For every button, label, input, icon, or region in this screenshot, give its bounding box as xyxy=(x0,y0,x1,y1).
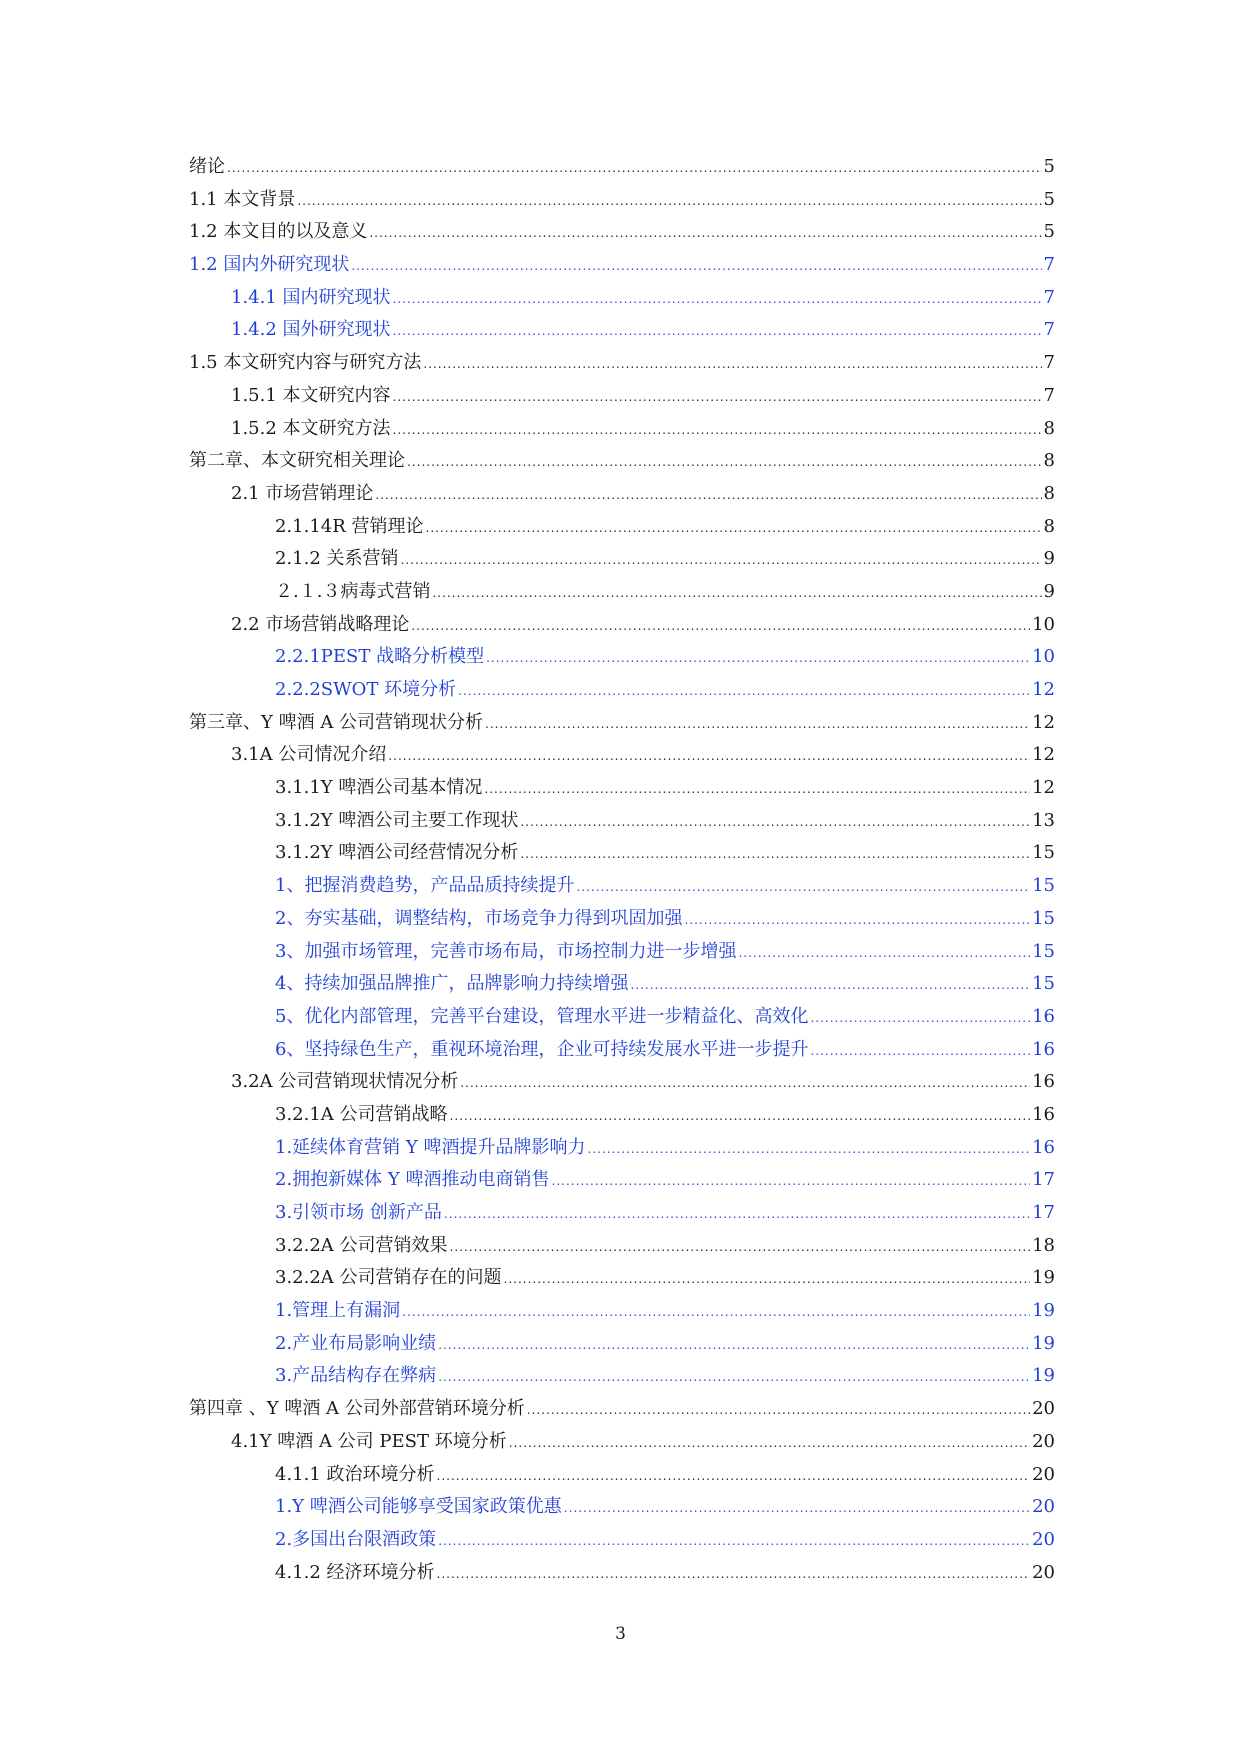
toc-entry[interactable] xyxy=(189,1132,1055,1165)
toc-entry-page: 12 xyxy=(1032,711,1055,733)
toc-entry[interactable] xyxy=(189,641,1055,674)
toc-entry-title: 3.1.1Y 啤酒公司基本情况 xyxy=(275,777,483,799)
toc-entry[interactable] xyxy=(189,1426,1055,1459)
toc-entry-page: 20 xyxy=(1032,1430,1055,1452)
toc-entry[interactable] xyxy=(189,511,1055,544)
toc-entry-page: 7 xyxy=(1043,254,1055,276)
toc-entry-title: 2.多国出台限酒政策 xyxy=(275,1528,437,1550)
toc-entry-page: 16 xyxy=(1032,1136,1055,1158)
toc-entry[interactable] xyxy=(189,674,1055,707)
toc-leader-dots xyxy=(375,479,1041,512)
toc-entry[interactable] xyxy=(189,1001,1055,1034)
toc-leader-dots xyxy=(520,838,1030,871)
toc-entry[interactable] xyxy=(189,1393,1055,1426)
toc-leader-dots xyxy=(527,1394,1030,1427)
toc-entry[interactable] xyxy=(189,1034,1055,1067)
page-number: 3 xyxy=(615,1624,626,1644)
toc-entry-title: 3.引领市场 创新产品 xyxy=(275,1202,442,1223)
toc-leader-dots xyxy=(351,250,1041,283)
toc-entry-title: 3.1.2Y 啤酒公司主要工作现状 xyxy=(275,809,519,831)
toc-entry-page: 18 xyxy=(1032,1234,1055,1256)
toc-entry[interactable] xyxy=(189,1230,1055,1263)
toc-entry[interactable] xyxy=(189,1557,1055,1590)
toc-leader-dots xyxy=(576,871,1030,904)
toc-entry-page: 8 xyxy=(1043,515,1055,537)
toc-leader-dots xyxy=(393,283,1042,316)
toc-leader-dots xyxy=(393,414,1042,447)
toc-leader-dots xyxy=(401,544,1042,577)
toc-entry-page: 19 xyxy=(1032,1332,1055,1354)
toc-leader-dots xyxy=(458,675,1030,708)
toc-entry-page: 17 xyxy=(1032,1202,1055,1223)
toc-entry-title: ２.１.３病毒式营销 xyxy=(275,580,431,602)
toc-entry-page: 16 xyxy=(1032,1005,1055,1027)
toc-leader-dots xyxy=(369,217,1041,250)
toc-entry[interactable] xyxy=(189,870,1055,903)
toc-entry-page: 20 xyxy=(1032,1496,1055,1518)
toc-entry[interactable] xyxy=(189,413,1055,446)
toc-entry-page: 7 xyxy=(1043,286,1055,308)
toc-entry-title: 3.产品结构存在弊病 xyxy=(275,1365,437,1387)
toc-entry-title: 1.1 本文背景 xyxy=(189,188,296,210)
toc-entry-page: 8 xyxy=(1043,450,1055,472)
toc-entry-title: 2.1.14R 营销理论 xyxy=(275,515,424,537)
toc-entry-page: 19 xyxy=(1032,1365,1055,1387)
toc-entry-page: 19 xyxy=(1032,1300,1055,1322)
toc-entry-page: 15 xyxy=(1032,842,1055,864)
toc-entry-page: 7 xyxy=(1043,352,1055,374)
toc-leader-dots xyxy=(438,1361,1030,1394)
toc-entry-page: 5 xyxy=(1043,188,1055,210)
toc-entry-title: 2.1.2 关系营销 xyxy=(275,548,399,570)
toc-entry-title: 1.2 国内外研究现状 xyxy=(189,254,350,276)
toc-entry[interactable] xyxy=(189,478,1055,511)
toc-entry[interactable] xyxy=(189,1295,1055,1328)
toc-leader-dots xyxy=(444,1198,1030,1231)
toc-entry[interactable] xyxy=(189,576,1055,609)
toc-leader-dots xyxy=(402,1296,1030,1329)
toc-entry-page: 17 xyxy=(1032,1169,1055,1191)
toc-entry-title: 1.Y 啤酒公司能够享受国家政策优惠 xyxy=(275,1496,562,1518)
toc-entry-title: 3.2.1A 公司营销战略 xyxy=(275,1103,448,1125)
toc-entry-title: 2.1 市场营销理论 xyxy=(231,482,374,504)
toc-entry-title: 1.4.2 国外研究现状 xyxy=(231,319,391,341)
toc-entry[interactable] xyxy=(189,1491,1055,1524)
toc-entry-page: 16 xyxy=(1032,1038,1055,1060)
toc-leader-dots xyxy=(423,348,1041,381)
toc-entry-page: 19 xyxy=(1032,1267,1055,1289)
toc-entry-title: 第二章、本文研究相关理论 xyxy=(189,450,405,472)
toc-entry-title: 3.2.2A 公司营销存在的问题 xyxy=(275,1267,502,1289)
toc-leader-dots xyxy=(810,1002,1030,1035)
toc-entry[interactable] xyxy=(189,609,1055,642)
toc-entry-page: 9 xyxy=(1043,548,1055,570)
toc-leader-dots xyxy=(432,577,1041,610)
toc-entry[interactable] xyxy=(189,1197,1055,1230)
toc-entry[interactable] xyxy=(189,347,1055,380)
toc-entry-title: 2.2.1PEST 战略分析模型 xyxy=(275,646,485,668)
toc-entry-title: 1.2 本文目的以及意义 xyxy=(189,221,368,243)
toc-entry-title: 绪论 xyxy=(189,156,225,177)
toc-entry[interactable] xyxy=(189,1459,1055,1492)
toc-entry-page: 15 xyxy=(1032,940,1055,962)
toc-entry[interactable] xyxy=(189,249,1055,282)
toc-entry-title: 1.管理上有漏洞 xyxy=(275,1300,401,1322)
toc-entry-page: 15 xyxy=(1032,875,1055,897)
toc-entry[interactable] xyxy=(189,543,1055,576)
toc-leader-dots xyxy=(388,740,1030,773)
toc-entry[interactable] xyxy=(189,1328,1055,1361)
toc-leader-dots xyxy=(552,1165,1031,1198)
toc-entry-page: 9 xyxy=(1043,580,1055,602)
toc-leader-dots xyxy=(297,185,1041,218)
toc-leader-dots xyxy=(438,1329,1030,1362)
toc-entry[interactable] xyxy=(189,805,1055,838)
toc-leader-dots xyxy=(437,1558,1031,1591)
table-of-contents xyxy=(189,151,1055,1589)
toc-entry[interactable] xyxy=(189,968,1055,1001)
toc-entry[interactable] xyxy=(189,707,1055,740)
toc-leader-dots xyxy=(438,1525,1030,1558)
toc-entry-title: 1.延续体育营销 Y 啤酒提升品牌影响力 xyxy=(275,1136,586,1158)
toc-entry[interactable] xyxy=(189,1524,1055,1557)
toc-entry-page: 10 xyxy=(1032,613,1055,635)
toc-entry-page: 13 xyxy=(1032,809,1055,831)
toc-entry-page: 7 xyxy=(1043,319,1055,341)
toc-entry[interactable] xyxy=(189,903,1055,936)
toc-entry-title: 4、持续加强品牌推广，品牌影响力持续增强 xyxy=(275,973,629,995)
toc-entry[interactable] xyxy=(189,1066,1055,1099)
toc-entry-title: 5、优化内部管理，完善平台建设，管理水平进一步精益化、高效化 xyxy=(275,1005,809,1027)
toc-entry-title: 1.5.2 本文研究方法 xyxy=(231,417,391,439)
toc-leader-dots xyxy=(504,1263,1031,1296)
toc-entry[interactable] xyxy=(189,282,1055,315)
toc-leader-dots xyxy=(460,1067,1030,1100)
toc-entry[interactable] xyxy=(189,837,1055,870)
toc-leader-dots xyxy=(450,1100,1031,1133)
toc-entry-title: 3.1.2Y 啤酒公司经营情况分析 xyxy=(275,842,519,864)
toc-entry-title: 1.5 本文研究内容与研究方法 xyxy=(189,352,422,374)
toc-entry-title: 第三章、Y 啤酒 A 公司营销现状分析 xyxy=(189,711,484,733)
toc-leader-dots xyxy=(485,708,1030,741)
toc-entry[interactable] xyxy=(189,739,1055,772)
toc-entry-page: 12 xyxy=(1032,744,1055,766)
toc-entry-title: 2、夯实基础，调整结构，市场竞争力得到巩固加强 xyxy=(275,907,683,929)
toc-entry-title: 3.2.2A 公司营销效果 xyxy=(275,1234,448,1256)
toc-leader-dots xyxy=(810,1035,1030,1068)
toc-entry[interactable] xyxy=(189,1360,1055,1393)
toc-leader-dots xyxy=(484,773,1030,806)
toc-entry-page: 8 xyxy=(1043,417,1055,439)
toc-leader-dots xyxy=(738,937,1030,970)
toc-entry-title: 4.1.2 经济环境分析 xyxy=(275,1561,435,1583)
toc-leader-dots xyxy=(426,512,1042,545)
toc-leader-dots xyxy=(588,1133,1031,1166)
toc-entry-page: 8 xyxy=(1043,482,1055,504)
toc-leader-dots xyxy=(630,969,1030,1002)
toc-entry-title: 1、把握消费趋势，产品品质持续提升 xyxy=(275,875,575,897)
toc-entry[interactable] xyxy=(189,1262,1055,1295)
toc-leader-dots xyxy=(227,152,1042,185)
toc-entry-page: 16 xyxy=(1032,1103,1055,1125)
toc-entry-title: 2.2.2SWOT 环境分析 xyxy=(275,679,457,700)
toc-entry-title: 6、坚持绿色生产，重视环境治理，企业可持续发展水平进一步提升 xyxy=(275,1038,809,1060)
toc-leader-dots xyxy=(684,904,1030,937)
toc-entry-page: 20 xyxy=(1032,1463,1055,1485)
toc-leader-dots xyxy=(407,446,1042,479)
toc-leader-dots xyxy=(393,381,1042,414)
toc-entry-page: 12 xyxy=(1032,777,1055,799)
toc-entry[interactable] xyxy=(189,772,1055,805)
toc-leader-dots xyxy=(486,642,1030,675)
toc-entry-page: 5 xyxy=(1043,156,1055,177)
toc-entry[interactable] xyxy=(189,314,1055,347)
toc-entry-title: 2.2 市场营销战略理论 xyxy=(231,613,410,635)
toc-entry-title: 4.1Y 啤酒 A 公司 PEST 环境分析 xyxy=(231,1430,507,1452)
toc-entry-title: 3、加强市场管理，完善市场布局，市场控制力进一步增强 xyxy=(275,940,737,962)
toc-leader-dots xyxy=(509,1427,1030,1460)
toc-entry-title: 2.拥抱新媒体 Y 啤酒推动电商销售 xyxy=(275,1169,550,1191)
toc-entry-page: 20 xyxy=(1032,1398,1055,1420)
toc-entry[interactable] xyxy=(189,151,1055,184)
toc-entry[interactable] xyxy=(189,936,1055,969)
toc-leader-dots xyxy=(437,1460,1031,1493)
toc-entry-title: 1.4.1 国内研究现状 xyxy=(231,286,391,308)
toc-entry-title: 3.2A 公司营销现状情况分析 xyxy=(231,1071,459,1093)
toc-entry[interactable] xyxy=(189,1099,1055,1132)
toc-entry-page: 15 xyxy=(1032,973,1055,995)
toc-entry[interactable] xyxy=(189,1164,1055,1197)
toc-entry-page: 16 xyxy=(1032,1071,1055,1093)
toc-entry-title: 4.1.1 政治环境分析 xyxy=(275,1463,435,1485)
toc-entry[interactable] xyxy=(189,445,1055,478)
toc-entry-title: 3.1A 公司情况介绍 xyxy=(231,744,387,766)
toc-leader-dots xyxy=(520,806,1030,839)
toc-entry-title: 2.产业布局影响业绩 xyxy=(275,1332,437,1354)
toc-entry[interactable] xyxy=(189,184,1055,217)
toc-leader-dots xyxy=(411,610,1030,643)
toc-entry-page: 20 xyxy=(1032,1528,1055,1550)
toc-entry-page: 5 xyxy=(1043,221,1055,243)
toc-entry[interactable] xyxy=(189,216,1055,249)
toc-leader-dots xyxy=(450,1231,1031,1264)
toc-entry-page: 12 xyxy=(1032,679,1055,700)
toc-leader-dots xyxy=(564,1492,1030,1525)
toc-leader-dots xyxy=(393,315,1042,348)
toc-entry-page: 15 xyxy=(1032,907,1055,929)
toc-entry[interactable] xyxy=(189,380,1055,413)
toc-entry-page: 7 xyxy=(1043,384,1055,406)
toc-entry-title: 第四章 、Y 啤酒 A 公司外部营销环境分析 xyxy=(189,1398,525,1420)
toc-entry-page: 20 xyxy=(1032,1561,1055,1583)
toc-entry-title: 1.5.1 本文研究内容 xyxy=(231,384,391,406)
toc-entry-page: 10 xyxy=(1032,646,1055,668)
